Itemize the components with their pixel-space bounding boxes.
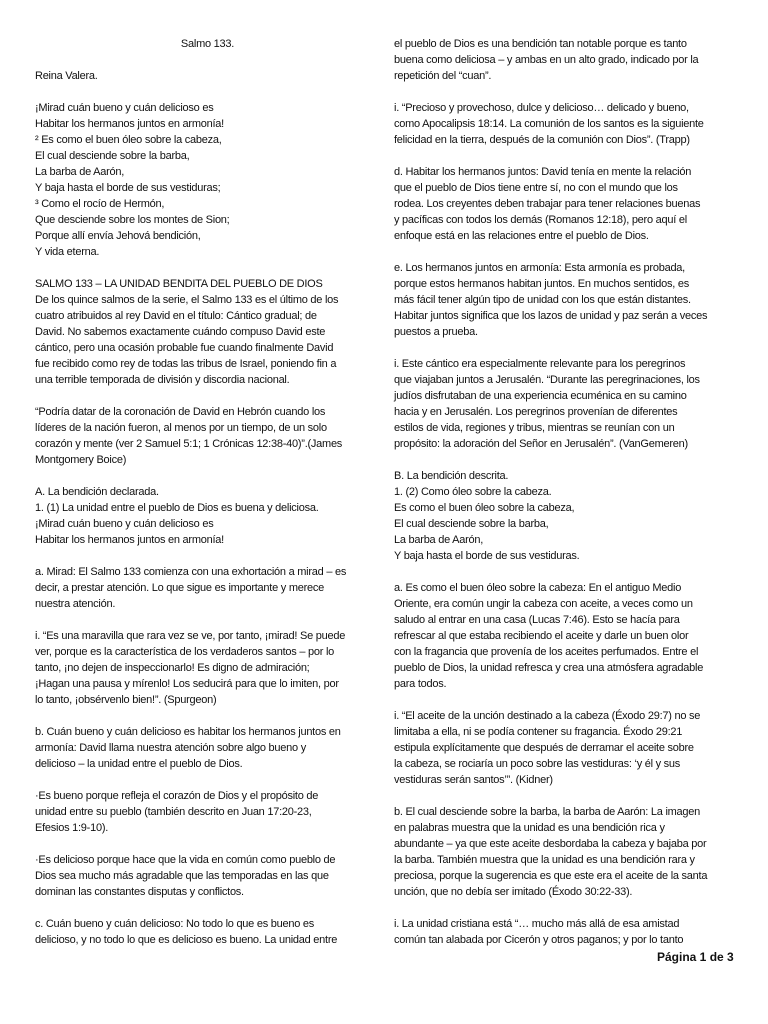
text-line: porque estos hermanos habitan juntos. En muchos sentidos, es [394, 278, 690, 290]
text-line [394, 452, 739, 468]
text-line: tanto, ¡no dejen de inspeccionarlo! Es digno de admiración; [35, 662, 310, 674]
text-line: c. Cuán bueno y cuán delicioso: No todo lo que es bueno es [35, 918, 315, 930]
text-line: y pacíficas con todos los demás (Romanos 12:18), pero aquí el [394, 214, 687, 226]
text-line: B. La bendición descrita. [394, 470, 509, 482]
text-line: saludo al entrar en una casa (Lucas 7:46). Esto se hacía para [394, 614, 680, 626]
text-line: hacia y en Jerusalén. Los peregrinos provenían de diferentes [394, 406, 678, 418]
text-line: para todos. [394, 678, 447, 690]
text-line: delicioso, y no todo lo que es delicioso es bueno. La unidad entre [35, 934, 338, 946]
text-line: con la fragancia que provenía de los aceites perfumados. Entre el [394, 646, 699, 658]
text-line: i. “Es una maravilla que rara vez se ve, por tanto, ¡mirad! Se puede [35, 630, 346, 642]
text-line [394, 692, 739, 708]
text-line [394, 788, 739, 804]
text-line: pueblo de Dios, la unidad refresca y crea una atmósfera agradable [394, 662, 704, 674]
text-line [35, 708, 380, 724]
text-line: decir, a prestar atención. Lo que sigue es importante y merece [35, 582, 325, 594]
text-line [35, 388, 380, 404]
text-line: estilos de vida, regiones y tribus, mientras se reunían con un [394, 422, 675, 434]
text-line: que viajaban juntos a Jerusalén. “Durante las peregrinaciones, los [394, 374, 700, 386]
text-line: estipula explícitamente que después de derramar el aceite sobre [394, 742, 694, 754]
text-line: e. Los hermanos juntos en armonía: Esta armonía es probada, [394, 262, 685, 274]
text-line: El cual desciende sobre la barba, [35, 150, 190, 162]
left-text-column [35, 36, 380, 948]
text-line: Que desciende sobre los montes de Sion; [35, 214, 230, 226]
text-line: a. Mirad: El Salmo 133 comienza con una exhortación a mirad – es [35, 566, 347, 578]
text-line: cántico, pero una ocasión probable fue cuando finalmente David [35, 342, 334, 354]
right-text-column [394, 36, 739, 948]
text-line: ³ Como el rocío de Hermón, [35, 198, 165, 210]
text-line: propósito: la adoración del Señor en Jerusalén”. (VanGemeren) [394, 438, 688, 450]
text-line: SALMO 133 – LA UNIDAD BENDITA DEL PUEBLO DE DIOS [35, 278, 323, 290]
page-number: Página 1 de 3 [657, 950, 734, 964]
text-line: que el pueblo de Dios tiene entre sí, no con el mundo que los [394, 182, 678, 194]
text-line: ¡Hagan una pausa y mírenlo! Los seducirá para que lo imiten, por [35, 678, 339, 690]
text-line: ² Es como el buen óleo sobre la cabeza, [35, 134, 222, 146]
text-line: delicioso – la unidad entre el pueblo de Dios. [35, 758, 243, 770]
text-line: Dios sea mucho más agradable que las temporadas en las que [35, 870, 329, 882]
text-line: abundante – ya que este aceite desbordaba la cabeza y bajaba por [394, 838, 707, 850]
text-line: d. Habitar los hermanos juntos: David tenía en mente la relación [394, 166, 692, 178]
text-line [35, 548, 380, 564]
text-line: “Podría datar de la coronación de David en Hebrón cuando los [35, 406, 326, 418]
text-line: corazón y mente (ver 2 Samuel 5:1; 1 Crónicas 12:38-40)”.(James [35, 438, 343, 450]
text-line: Montgomery Boice) [35, 454, 127, 466]
text-line: en palabras muestra que la unidad es una bendición rica y [394, 822, 665, 834]
text-line: refrescar al que estaba recibiendo el aceite y darle un buen olor [394, 630, 689, 642]
text-line: Oriente, era común ungir la cabeza con aceite, a veces como un [394, 598, 693, 610]
text-line: b. Cuán bueno y cuán delicioso es habitar los hermanos juntos en [35, 726, 341, 738]
text-line: Efesios 1:9-10). [35, 822, 109, 834]
text-line: La barba de Aarón, [35, 166, 125, 178]
text-line: buena como deliciosa – y ambas en un alto grado, indicado por la [394, 54, 699, 66]
text-line: i. La unidad cristiana está “… mucho más allá de esa amistad [394, 918, 680, 930]
text-line: ver, porque es la característica de los verdaderos santos – por lo [35, 646, 335, 658]
text-line [35, 772, 380, 788]
text-line: ·Es bueno porque refleja el corazón de Dios y el propósito de [35, 790, 319, 802]
text-line: ¡Mirad cuán bueno y cuán delicioso es [35, 102, 214, 114]
text-line: ¡Mirad cuán bueno y cuán delicioso es [35, 518, 214, 530]
text-line: puestos a prueba. [394, 326, 478, 338]
text-line: Habitar juntos significa que los lazos de unidad y paz serán a veces [394, 310, 708, 322]
text-line: lo tanto, ¡obsérvenlo bien!”. (Spurgeon) [35, 694, 217, 706]
text-line [35, 52, 380, 68]
text-line: más fácil tener algún tipo de unidad con los que están distantes. [394, 294, 691, 306]
text-line: la barba. También muestra que la unidad es una bendición rara y [394, 854, 695, 866]
text-line: David. No sabemos exactamente cuándo compuso David este [35, 326, 326, 338]
text-line: Reina Valera. [35, 70, 98, 82]
text-line: a. Es como el buen óleo sobre la cabeza: En el antiguo Medio [394, 582, 682, 594]
text-line [394, 84, 739, 100]
text-line: Habitar los hermanos juntos en armonía! [35, 118, 224, 130]
text-line: El cual desciende sobre la barba, [394, 518, 549, 530]
document-title: Salmo 133. [180, 38, 235, 50]
text-line: común tan alabada por Cicerón y otros paganos; y por lo tanto [394, 934, 684, 946]
text-line [35, 84, 380, 100]
text-line [35, 468, 380, 484]
text-line: La barba de Aarón, [394, 534, 484, 546]
text-line: i. “El aceite de la unción destinado a la cabeza (Éxodo 29:7) no se [394, 710, 701, 722]
text-line: 1. (2) Como óleo sobre la cabeza. [394, 486, 552, 498]
text-line: la cabeza, se rociaría un poco sobre las vestiduras: ‘y él y sus [394, 758, 681, 770]
text-line [35, 612, 380, 628]
text-line: enfoque está en las relaciones entre el pueblo de Dios. [394, 230, 649, 242]
text-line: ·Es delicioso porque hace que la vida en común como pueblo de [35, 854, 336, 866]
text-line: rodea. Los creyentes deben trabajar para tener relaciones buenas [394, 198, 701, 210]
text-line [35, 900, 380, 916]
text-line: cuatro atribuidos al rey David en el título: Cántico gradual; de [35, 310, 317, 322]
text-line: vestiduras serán santos’”. (Kidner) [394, 774, 553, 786]
text-line [35, 836, 380, 852]
text-line: armonía: David llama nuestra atención sobre algo bueno y [35, 742, 306, 754]
text-line: una terrible temporada de división y discordia nacional. [35, 374, 290, 386]
text-line [394, 340, 739, 356]
text-line: líderes de la nación fueron, al menos por un tiempo, de un solo [35, 422, 327, 434]
text-line: Y baja hasta el borde de sus vestiduras. [394, 550, 580, 562]
text-line: Es como el buen óleo sobre la cabeza, [394, 502, 575, 514]
text-line: fue recibido como rey de todas las tribus de Israel, poniendo fin a [35, 358, 337, 370]
text-line: Y vida eterna. [35, 246, 100, 258]
text-line [394, 244, 739, 260]
text-line [35, 260, 380, 276]
text-line: Y baja hasta el borde de sus vestiduras; [35, 182, 221, 194]
text-line: Porque allí envía Jehová bendición, [35, 230, 201, 242]
text-line: b. El cual desciende sobre la barba, la barba de Aarón: La imagen [394, 806, 701, 818]
text-line: i. “Precioso y provechoso, dulce y delicioso… delicado y bueno, [394, 102, 689, 114]
text-line: 1. (1) La unidad entre el pueblo de Dios es buena y deliciosa. [35, 502, 319, 514]
text-line: dominan las constantes disputas y conflictos. [35, 886, 244, 898]
text-line: como Apocalipsis 18:14. La comunión de los santos es la siguiente [394, 118, 704, 130]
text-line [394, 564, 739, 580]
text-line: preciosa, porque la sugerencia es que este era el aceite de la santa [394, 870, 708, 882]
text-line: A. La bendición declarada. [35, 486, 159, 498]
text-line: De los quince salmos de la serie, el Salmo 133 es el último de los [35, 294, 339, 306]
text-line: nuestra atención. [35, 598, 116, 610]
text-line: Habitar los hermanos juntos en armonía! [35, 534, 224, 546]
text-line [394, 148, 739, 164]
text-line: limitaba a ella, ni se podía contener su fragancia. Éxodo 29:21 [394, 726, 683, 738]
text-line: i. Este cántico era especialmente relevante para los peregrinos [394, 358, 686, 370]
text-line: el pueblo de Dios es una bendición tan notable porque es tanto [394, 38, 687, 50]
text-line [394, 900, 739, 916]
text-line: felicidad en la tierra, después de la comunión con Dios”. (Trapp) [394, 134, 690, 146]
text-line: judíos disfrutaban de una experiencia ecuménica en su camino [394, 390, 687, 402]
text-line: unidad entre su pueblo (también descrito en Juan 17:20-23, [35, 806, 312, 818]
text-line: unción, que no debía ser imitado (Éxodo 30:22-33). [394, 886, 633, 898]
text-line: repetición del “cuan”. [394, 70, 492, 82]
